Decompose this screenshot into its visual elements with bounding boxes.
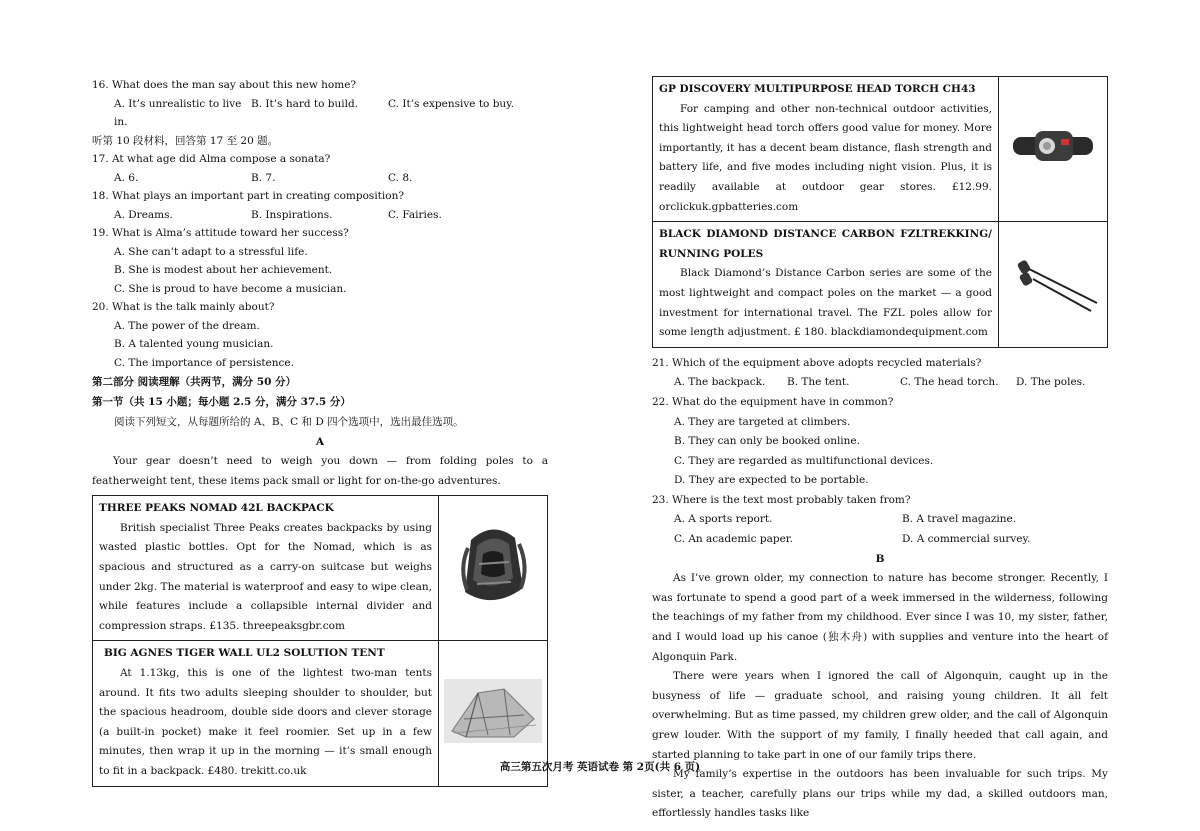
question-17: 17. At what age did Alma compose a sonata? [92, 153, 331, 165]
passage-a-label: A [315, 436, 325, 448]
gear-title: BIG AGNES TIGER WALL UL2 SOLUTION TENT [104, 647, 385, 660]
question-20-option-a: A. The power of the dream. [114, 319, 260, 332]
listening-instruction: 听第 10 段材料，回答第 17 至 20 题。 [92, 134, 279, 147]
gear-table-right [652, 76, 1108, 348]
question-19-option-a: A. She can’t adapt to a stressful life. [114, 245, 308, 258]
reading-instruction: 阅读下列短文，从每题所给的 A、B、C 和 D 四个选项中，选出最佳选项。 [114, 416, 464, 428]
gear-title: THREE PEAKS NOMAD 42L BACKPACK [99, 502, 334, 515]
question-20-option-b: B. A talented young musician. [114, 338, 274, 350]
right-column [652, 76, 1108, 824]
passage-b-paragraph-1: As I’ve grown older, my connection to nature has become stronger. Recently, I was fortunate to spend a good part of a week immersed in the wilderness, following the teachings of my father from my childhood. Ever since I was 10, my sister, father, and I would load up his canoe (独木舟) with supplies and venture into the heart of Algonquin Park. [652, 572, 1108, 663]
question-20: 20. What is the talk mainly about? [92, 301, 275, 313]
question-22-option-c: C. They are regarded as multifunctional devices. [674, 454, 934, 467]
head-torch-image [1011, 123, 1095, 171]
left-column [92, 76, 548, 787]
gear-item-head-torch [653, 77, 1108, 222]
backpack-image [453, 518, 533, 613]
question-22-option-d: D. They are expected to be portable. [674, 474, 869, 487]
question-18-options: A. Dreams. B. Inspirations. C. Fairies. [114, 208, 442, 221]
gear-description: Black Diamond’s Distance Carbon series are some of the most lightweight and compact poles on the market — a good investment for international travel. The FZL poles allow for some length adjustment. £ 180. blackdiamondequipment.com [659, 267, 992, 339]
question-19-option-c: C. She is proud to have become a musician. [114, 282, 347, 295]
question-16: 16. What does the man say about this new home? [92, 79, 357, 91]
question-22-option-b: B. They can only be booked online. [674, 435, 860, 448]
gear-table-left [92, 495, 548, 786]
question-23-options-ab: A. A sports report. B. A travel magazine. [674, 513, 1017, 526]
question-18: 18. What plays an important part in creating composition? [92, 190, 404, 202]
part-2-heading: 第二部分 阅读理解（共两节，满分 50 分） [92, 376, 297, 388]
question-22: 22. What do the equipment have in common? [652, 395, 894, 408]
page-footer: 高三第五次月考 英语试卷 第 2页(共 6 页) [499, 761, 701, 773]
passage-b-paragraph-3: My family’s expertise in the outdoors has been invaluable for such trips. My sister, a teacher, carefully plans our trips while my dad, a skilled outdoors man, effortlessly handles tasks like [652, 768, 1108, 820]
question-21-options: A. The backpack. B. The tent. C. The head torch. D. The poles. [674, 376, 1086, 389]
gear-description: For camping and other non-technical outdoor activities, this lightweight head torch offers good value for money. More importantly, it has a decent beam distance, flash strength and battery life, and five modes including night vision. Plus, it is readily available at outdoor gear stores. £12.99. orclickuk.gpbatteries.com [659, 102, 992, 213]
gear-item-backpack [93, 496, 548, 641]
gear-description: British specialist Three Peaks creates backpacks by using wasted plastic bottles. Opt for the Nomad, which is as spacious and structured as a carry-on suitcase but weighs under 2kg. The material is waterproof and easy to wipe clean, while features include a collapsible internal divider and compression straps. £135. threepeaksgbr.com [99, 521, 432, 632]
question-19: 19. What is Alma’s attitude toward her success? [92, 227, 349, 239]
passage-b-label: B [875, 552, 885, 565]
question-17-options: A. 6. B. 7. C. 8. [114, 171, 413, 184]
section-1-heading: 第一节（共 15 小题；每小题 2.5 分，满分 37.5 分） [92, 396, 351, 408]
question-22-option-a: A. They are targeted at climbers. [674, 415, 851, 428]
question-16-options: A. It’s unrealistic to live in. B. It’s hard to build. C. It’s expensive to buy. [114, 97, 515, 128]
question-21: 21. Which of the equipment above adopts recycled materials? [652, 356, 982, 369]
gear-title: GP DISCOVERY MULTIPURPOSE HEAD TORCH CH43 [659, 83, 976, 95]
gear-title: BLACK DIAMOND DISTANCE CARBON FZLTREKKING/ RUNNING POLES [659, 228, 992, 260]
question-23-options-cd: C. An academic paper. D. A commercial survey. [674, 533, 1031, 546]
trekking-poles-image [1005, 247, 1101, 317]
question-20-option-c: C. The importance of persistence. [114, 356, 294, 369]
questions-21-23 [652, 354, 1108, 824]
tent-image [444, 679, 542, 743]
question-19-option-b: B. She is modest about her achievement. [114, 264, 333, 276]
gear-description: At 1.13kg, this is one of the lightest two-man tents around. It fits two adults sleeping shoulder to shoulder, but the spacious headroom, double side doors and clever storage (a built-in pocket) make it feel roomier. Set up in a few minutes, then wrap it up in the morning — it’s small enough to fit in a backpack. £480. trekitt.co.uk [99, 666, 432, 777]
question-23: 23. Where is the text most probably taken from? [652, 493, 911, 506]
passage-a-intro: Your gear doesn’t need to weigh you down — from folding poles to a featherweight tent, these items pack small or light for on-the-go adventures. [92, 455, 548, 487]
passage-b-paragraph-2: There were years when I ignored the call of Algonquin, caught up in the busyness of life — graduate school, and raising young children. It all felt overwhelming. But as time passed, my children grew older, and the call of Algonquin grew louder. With the support of my family, I finally heeded that call again, and started planning to take part in one of our family trips there. [652, 670, 1108, 761]
gear-item-poles [653, 222, 1108, 348]
